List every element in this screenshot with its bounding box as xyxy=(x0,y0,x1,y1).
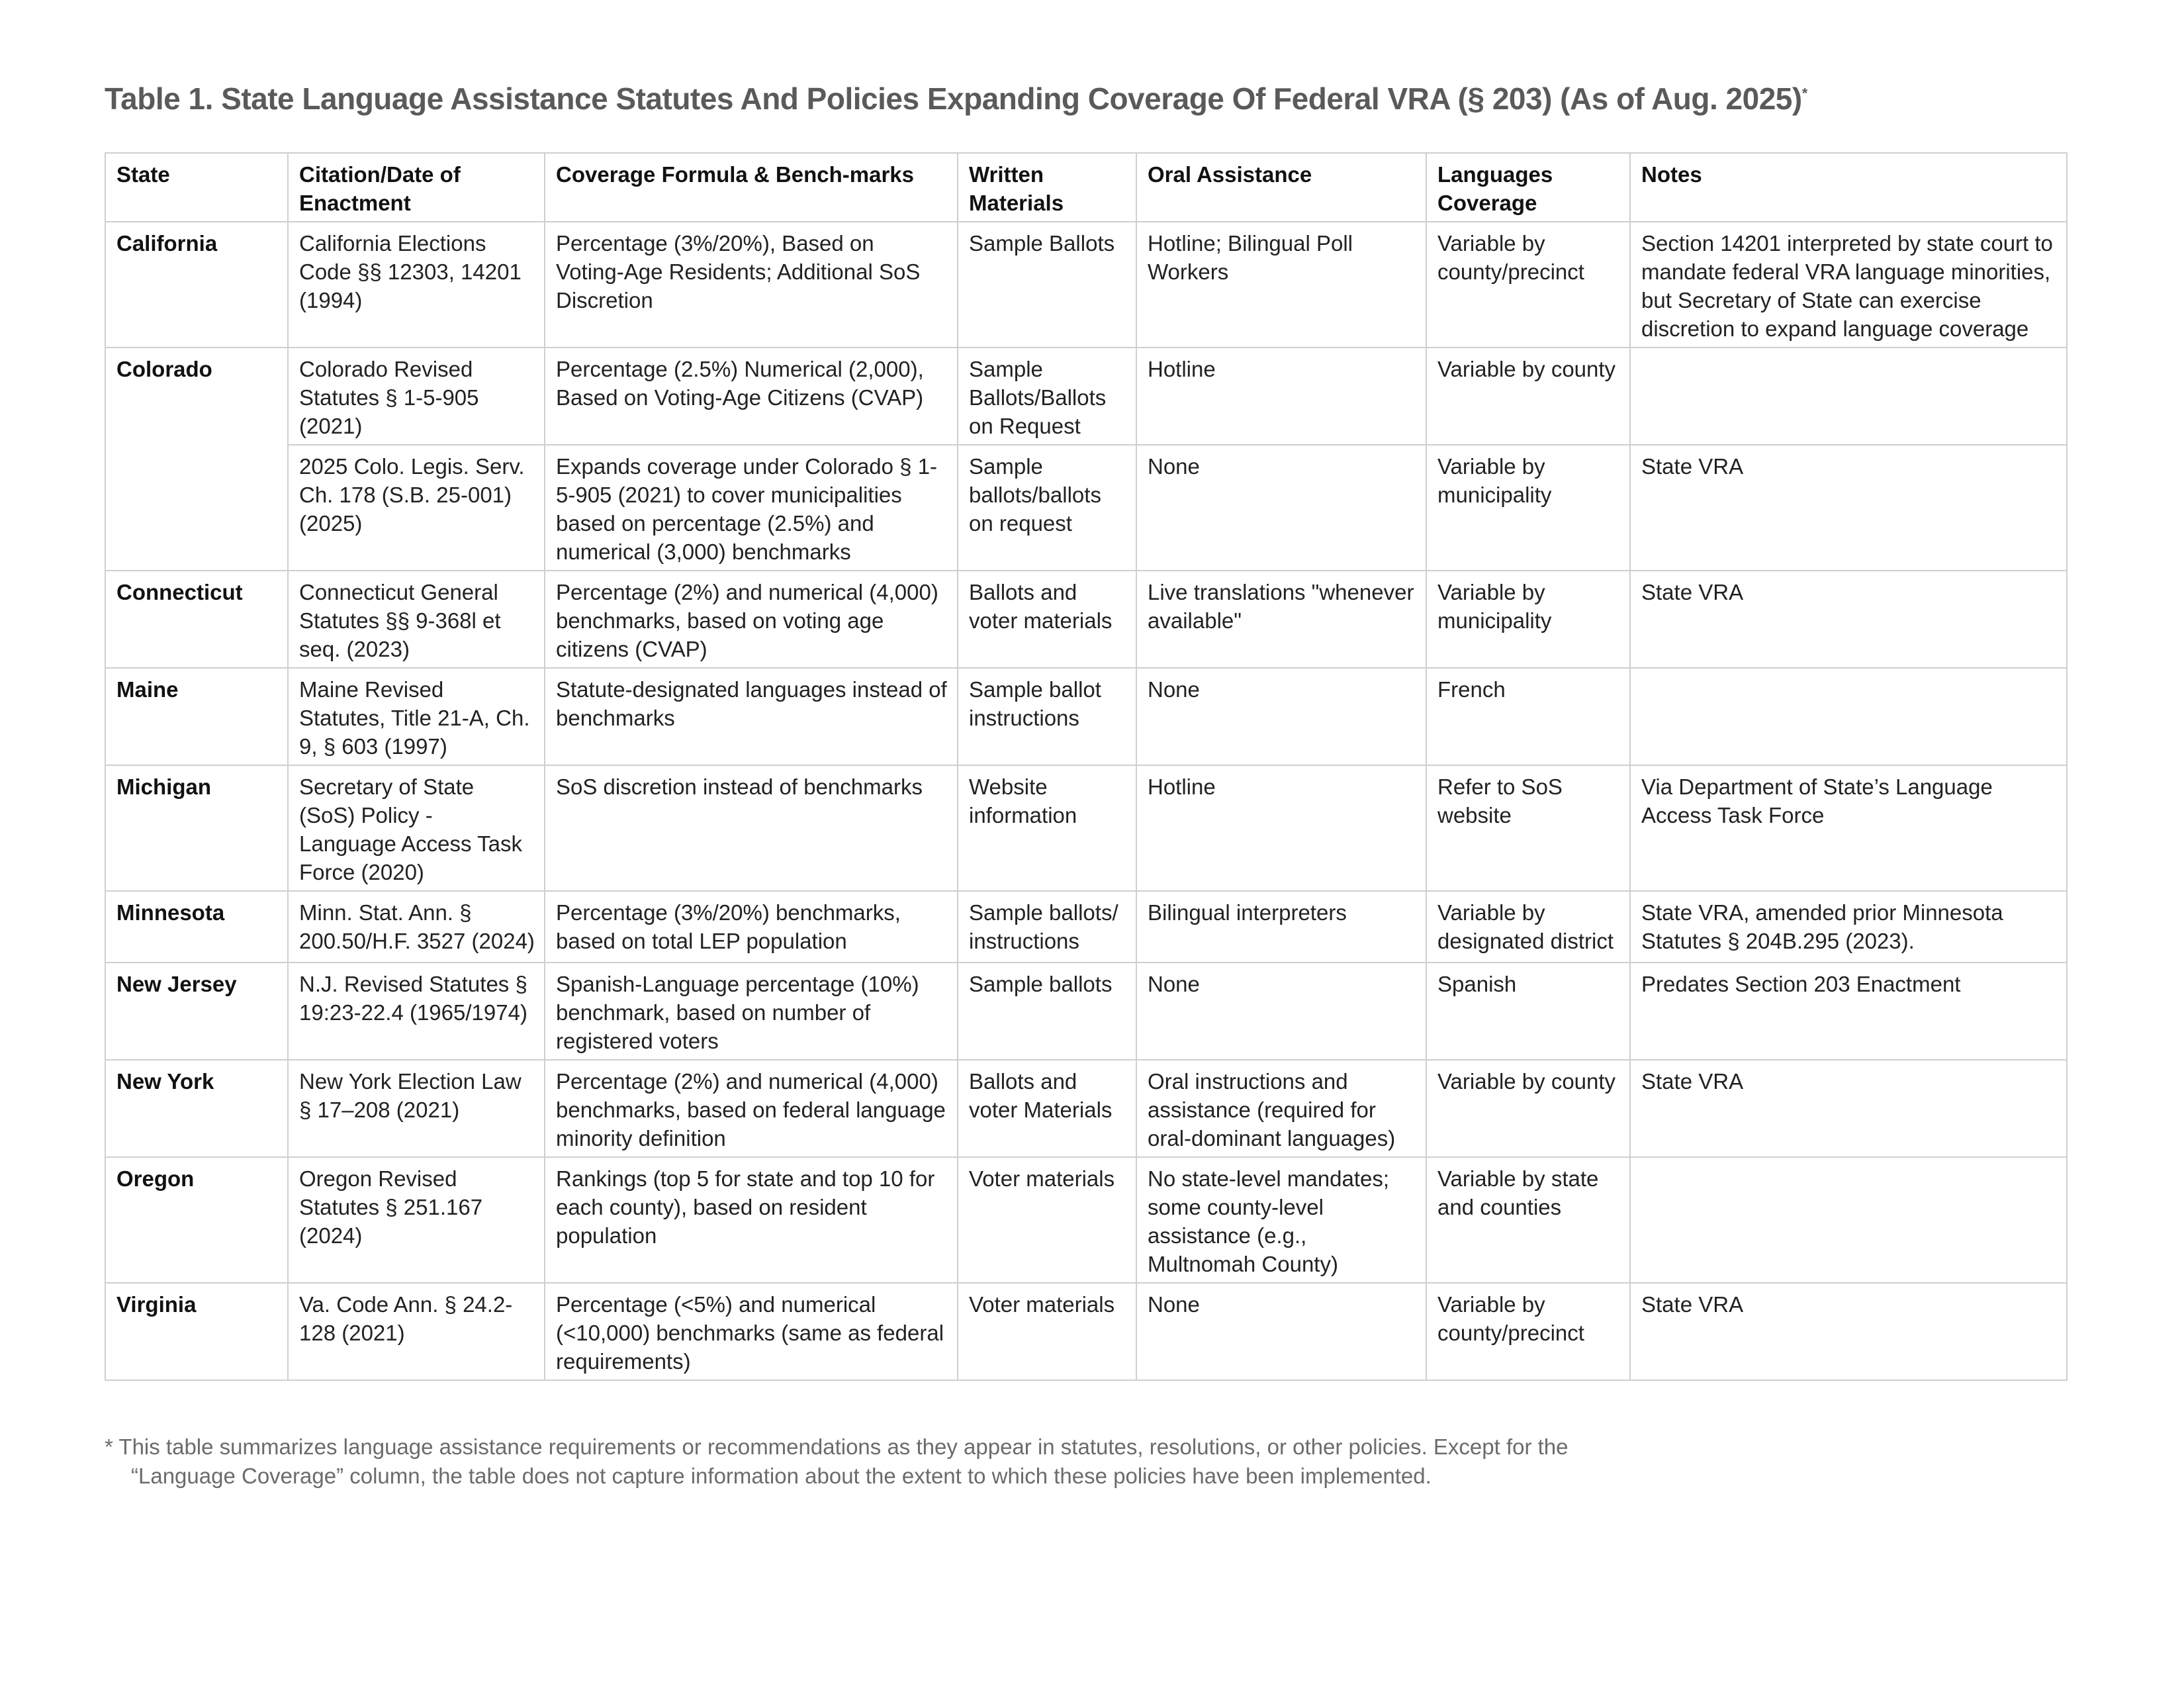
cell-notes: State VRA, amended prior Minnesota Statutes § 204B.295 (2023). xyxy=(1630,891,2067,962)
cell-notes: Via Department of State’s Language Access Task Force xyxy=(1630,765,2067,891)
cell-languages: Variable by state and counties xyxy=(1426,1157,1630,1283)
cell-languages: Variable by municipality xyxy=(1426,445,1630,571)
header-oral-assistance: Oral Assistance xyxy=(1136,153,1426,222)
footnote-line-2: “Language Coverage” column, the table does not capture information about the extent to which these policies have been implemented. xyxy=(131,1463,1432,1488)
cell-state: Minnesota xyxy=(105,891,288,962)
cell-notes: State VRA xyxy=(1630,1060,2067,1157)
cell-notes: State VRA xyxy=(1630,1283,2067,1380)
table-row xyxy=(105,222,2067,348)
table-row xyxy=(105,891,2067,962)
table-header-row xyxy=(105,153,2067,222)
cell-state: New York xyxy=(105,1060,288,1157)
title-footnote-mark: * xyxy=(1801,85,1807,102)
cell-notes: Predates Section 203 Enactment xyxy=(1630,962,2067,1060)
cell-oral: Hotline xyxy=(1136,348,1426,445)
cell-formula: Percentage (2.5%) Numerical (2,000), Based on Voting-Age Citizens (CVAP) xyxy=(545,348,958,445)
cell-languages: Variable by county xyxy=(1426,1060,1630,1157)
cell-languages: Refer to SoS website xyxy=(1426,765,1630,891)
cell-formula: Percentage (2%) and numerical (4,000) benchmarks, based on voting age citizens (CVAP) xyxy=(545,571,958,668)
cell-languages: Variable by municipality xyxy=(1426,571,1630,668)
cell-languages: Variable by county/precinct xyxy=(1426,222,1630,348)
table-title: Table 1. State Language Assistance Statutes And Policies Expanding Coverage Of Federal VRA (§ 203) (As of Aug. 2025)* xyxy=(105,81,1807,116)
cell-languages: Spanish xyxy=(1426,962,1630,1060)
cell-languages: Variable by designated district xyxy=(1426,891,1630,962)
cell-notes xyxy=(1630,1157,2067,1283)
header-notes: Notes xyxy=(1630,153,2067,222)
cell-written: Sample Ballots xyxy=(958,222,1136,348)
cell-oral: Bilingual interpreters xyxy=(1136,891,1426,962)
cell-notes xyxy=(1630,668,2067,765)
header-state: State xyxy=(105,153,288,222)
cell-state: Oregon xyxy=(105,1157,288,1283)
cell-citation: Connecticut General Statutes §§ 9-368l et seq. (2023) xyxy=(288,571,545,668)
cell-formula: Expands coverage under Colorado § 1-5-905 (2021) to cover municipalities based on percentage (2.5%) and numerical (3,000) benchmarks xyxy=(545,445,958,571)
cell-oral: Hotline xyxy=(1136,765,1426,891)
cell-formula: Rankings (top 5 for state and top 10 for each county), based on resident population xyxy=(545,1157,958,1283)
cell-languages: French xyxy=(1426,668,1630,765)
header-citation: Citation/Date of Enactment xyxy=(288,153,545,222)
cell-state: Connecticut xyxy=(105,571,288,668)
cell-formula: Spanish-Language percentage (10%) benchmark, based on number of registered voters xyxy=(545,962,958,1060)
cell-formula: Percentage (<5%) and numerical (<10,000) benchmarks (same as federal requirements) xyxy=(545,1283,958,1380)
cell-citation: N.J. Revised Statutes § 19:23-22.4 (1965/1974) xyxy=(288,962,545,1060)
footnote-line-1: * This table summarizes language assistance requirements or recommendations as they appear in statutes, resolutions, or other policies. Except for the xyxy=(105,1434,1569,1459)
cell-oral: None xyxy=(1136,445,1426,571)
cell-citation: Colorado Revised Statutes § 1-5-905 (2021) xyxy=(288,348,545,445)
cell-oral: Live translations "whenever available" xyxy=(1136,571,1426,668)
table-row xyxy=(105,571,2067,668)
cell-state: New Jersey xyxy=(105,962,288,1060)
cell-oral: None xyxy=(1136,1283,1426,1380)
document-page xyxy=(105,79,2066,1491)
header-languages-coverage: Languages Coverage xyxy=(1426,153,1630,222)
table-row xyxy=(105,348,2067,445)
cell-citation: Secretary of State (SoS) Policy - Language Access Task Force (2020) xyxy=(288,765,545,891)
cell-formula: Percentage (3%/20%) benchmarks, based on total LEP population xyxy=(545,891,958,962)
cell-citation: Maine Revised Statutes, Title 21-A, Ch. 9, § 603 (1997) xyxy=(288,668,545,765)
cell-written: Ballots and voter Materials xyxy=(958,1060,1136,1157)
cell-state: Colorado xyxy=(105,348,288,571)
table-row xyxy=(105,962,2067,1060)
table-row xyxy=(105,1060,2067,1157)
cell-citation: Minn. Stat. Ann. § 200.50/H.F. 3527 (2024) xyxy=(288,891,545,962)
cell-notes xyxy=(1630,348,2067,445)
cell-written: Website information xyxy=(958,765,1136,891)
state-language-table xyxy=(105,152,2068,1381)
cell-state: Virginia xyxy=(105,1283,288,1380)
cell-written: Sample ballot instructions xyxy=(958,668,1136,765)
cell-formula: Statute-designated languages instead of benchmarks xyxy=(545,668,958,765)
cell-oral: No state-level mandates; some county-level assistance (e.g., Multnomah County) xyxy=(1136,1157,1426,1283)
cell-written: Sample ballots/ballots on request xyxy=(958,445,1136,571)
table-row xyxy=(105,1283,2067,1380)
cell-formula: Percentage (3%/20%), Based on Voting-Age Residents; Additional SoS Discretion xyxy=(545,222,958,348)
cell-citation: Va. Code Ann. § 24.2-128 (2021) xyxy=(288,1283,545,1380)
cell-notes: Section 14201 interpreted by state court to mandate federal VRA language minorities, but Secretary of State can exercise discretion to expand language coverage xyxy=(1630,222,2067,348)
table-footnote xyxy=(105,1432,1958,1491)
cell-citation: 2025 Colo. Legis. Serv. Ch. 178 (S.B. 25-001) (2025) xyxy=(288,445,545,571)
cell-written: Voter materials xyxy=(958,1157,1136,1283)
cell-written: Sample ballots/ instructions xyxy=(958,891,1136,962)
cell-oral: Oral instructions and assistance (required for oral-dominant languages) xyxy=(1136,1060,1426,1157)
cell-notes: State VRA xyxy=(1630,571,2067,668)
cell-formula: SoS discretion instead of benchmarks xyxy=(545,765,958,891)
cell-citation: New York Election Law § 17–208 (2021) xyxy=(288,1060,545,1157)
cell-state: Maine xyxy=(105,668,288,765)
cell-languages: Variable by county xyxy=(1426,348,1630,445)
cell-written: Sample ballots xyxy=(958,962,1136,1060)
cell-notes: State VRA xyxy=(1630,445,2067,571)
cell-written: Ballots and voter materials xyxy=(958,571,1136,668)
cell-oral: None xyxy=(1136,668,1426,765)
cell-languages: Variable by county/precinct xyxy=(1426,1283,1630,1380)
cell-citation: California Elections Code §§ 12303, 14201 (1994) xyxy=(288,222,545,348)
header-formula: Coverage Formula & Bench-marks xyxy=(545,153,958,222)
cell-citation: Oregon Revised Statutes § 251.167 (2024) xyxy=(288,1157,545,1283)
table-row xyxy=(105,445,2067,571)
cell-state: Michigan xyxy=(105,765,288,891)
cell-state: California xyxy=(105,222,288,348)
table-row xyxy=(105,668,2067,765)
cell-oral: None xyxy=(1136,962,1426,1060)
cell-oral: Hotline; Bilingual Poll Workers xyxy=(1136,222,1426,348)
cell-written: Sample Ballots/Ballots on Request xyxy=(958,348,1136,445)
table-row xyxy=(105,1157,2067,1283)
cell-written: Voter materials xyxy=(958,1283,1136,1380)
header-written-materials: Written Materials xyxy=(958,153,1136,222)
cell-formula: Percentage (2%) and numerical (4,000) benchmarks, based on federal language minority definition xyxy=(545,1060,958,1157)
table-row xyxy=(105,765,2067,891)
